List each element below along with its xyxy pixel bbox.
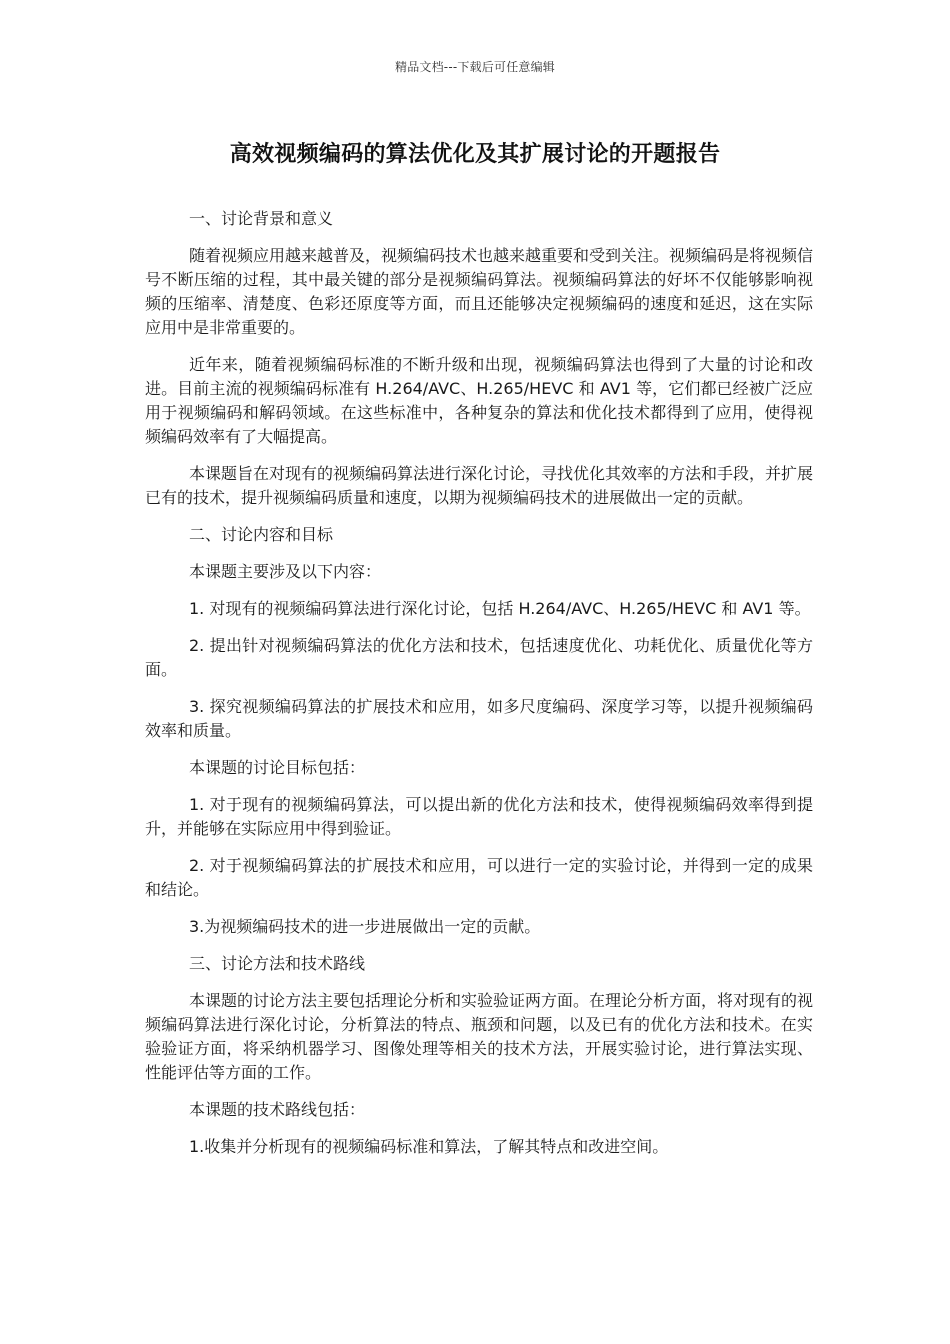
list-item: 3. 探究视频编码算法的扩展技术和应用，如多尺度编码、深度学习等，以提升视频编码效率和质量。: [145, 697, 813, 740]
paragraph: 本课题的技术路线包括：: [189, 1100, 366, 1119]
header-note: 精品文档---下载后可任意编辑: [395, 60, 555, 74]
paragraph: 本课题旨在对现有的视频编码算法进行深化讨论，寻找优化其效率的方法和手段，并扩展已有的技术，提升视频编码质量和速度，以期为视频编码技术的进展做出一定的贡献。: [145, 464, 814, 507]
document-title: 高效视频编码的算法优化及其扩展讨论的开题报告: [229, 142, 721, 167]
document-body: [145, 207, 813, 1172]
section-heading: 一、讨论背景和意义: [189, 209, 334, 228]
paragraph: 本课题的讨论目标包括：: [189, 758, 366, 777]
section-heading: 三、讨论方法和技术路线: [189, 954, 366, 973]
paragraph: 本课题主要涉及以下内容：: [189, 562, 382, 581]
paragraph: 近年来，随着视频编码标准的不断升级和出现，视频编码算法也得到了大量的讨论和改进。目前主流的视频编码标准有 H.264/AVC、H.265/HEVC 和 AV1 等，它们都已经被广泛应用于视频编码和解码领域。在这些标准中，各种复杂的算法和优化技术都得到了应用，使得视频编码效率有了大幅提高。: [145, 355, 813, 446]
paragraph: 随着视频应用越来越普及，视频编码技术也越来越重要和受到关注。视频编码是将视频信号不断压缩的过程，其中最关键的部分是视频编码算法。视频编码算法的好坏不仅能够影响视频的压缩率、清楚度、色彩还原度等方面，而且还能够决定视频编码的速度和延迟，这在实际应用中是非常重要的。: [145, 246, 814, 337]
list-item: 2. 提出针对视频编码算法的优化方法和技术，包括速度优化、功耗优化、质量优化等方面。: [145, 636, 813, 679]
paragraph: 本课题的讨论方法主要包括理论分析和实验验证两方面。在理论分析方面，将对现有的视频编码算法进行深化讨论，分析算法的特点、瓶颈和问题，以及已有的优化方法和技术。在实验验证方面，将采纳机器学习、图像处理等相关的技术方法，开展实验讨论，进行算法实现、性能评估等方面的工作。: [145, 991, 814, 1082]
list-item: 1. 对现有的视频编码算法进行深化讨论，包括 H.264/AVC、H.265/HEVC 和 AV1 等。: [189, 599, 811, 618]
list-item: 3.为视频编码技术的进一步进展做出一定的贡献。: [189, 917, 541, 936]
list-item: 1.收集并分析现有的视频编码标准和算法，了解其特点和改进空间。: [189, 1137, 669, 1156]
section-heading: 二、讨论内容和目标: [189, 525, 334, 544]
list-item: 2. 对于视频编码算法的扩展技术和应用，可以进行一定的实验讨论，并得到一定的成果和结论。: [145, 856, 813, 899]
list-item: 1. 对于现有的视频编码算法，可以提出新的优化方法和技术，使得视频编码效率得到提升，并能够在实际应用中得到验证。: [145, 795, 813, 838]
